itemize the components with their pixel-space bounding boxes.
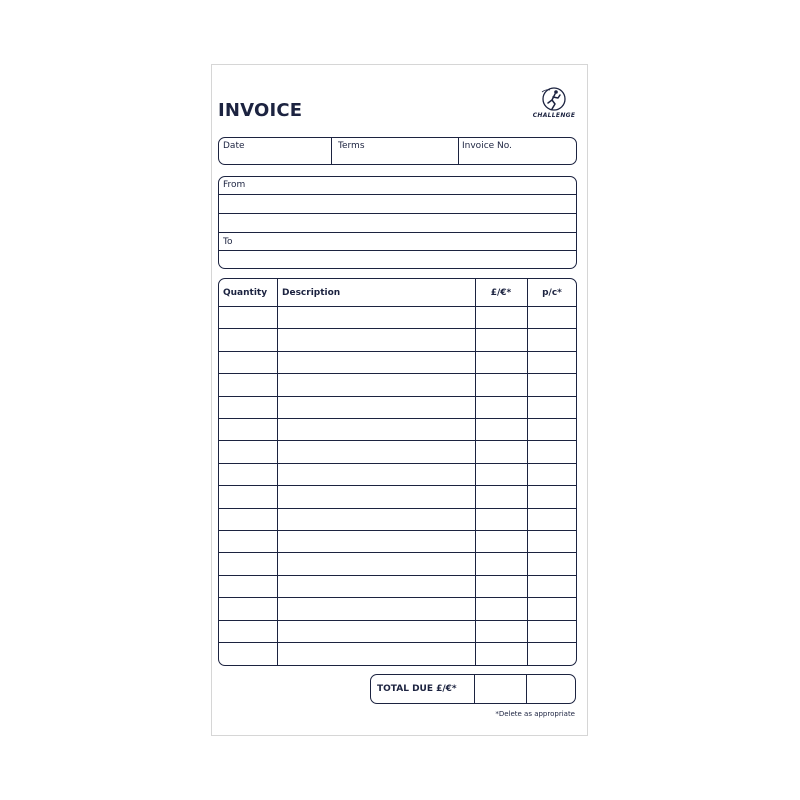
column-divider xyxy=(475,279,476,665)
quantity-header: Quantity xyxy=(223,288,268,298)
total-divider xyxy=(526,675,527,703)
address-line xyxy=(219,213,576,214)
item-row-line xyxy=(219,575,576,576)
header-divider xyxy=(331,138,332,164)
from-label: From xyxy=(223,180,246,190)
item-row-line xyxy=(219,597,576,598)
invoice-no-label: Invoice No. xyxy=(462,141,512,151)
terms-label: Terms xyxy=(338,141,365,151)
item-row-line xyxy=(219,620,576,621)
line-items-table xyxy=(218,278,577,666)
total-due-box xyxy=(370,674,576,704)
column-divider xyxy=(527,279,528,665)
item-row-line xyxy=(219,351,576,352)
brand-logo xyxy=(528,86,580,124)
address-line xyxy=(219,194,576,195)
header-divider xyxy=(458,138,459,164)
pence-header: p/c* xyxy=(542,288,562,298)
address-box xyxy=(218,176,577,269)
item-row-line xyxy=(219,328,576,329)
item-row-line xyxy=(219,485,576,486)
item-row-line xyxy=(219,306,576,307)
description-header: Description xyxy=(282,288,341,298)
pounds-header: £/€* xyxy=(490,288,512,298)
item-row-line xyxy=(219,508,576,509)
address-line xyxy=(219,250,576,251)
invoice-title: INVOICE xyxy=(218,100,303,121)
header-fields-box xyxy=(218,137,577,165)
item-row-line xyxy=(219,418,576,419)
footnote: *Delete as appropriate xyxy=(495,710,575,718)
to-label: To xyxy=(223,237,233,247)
item-row-line xyxy=(219,552,576,553)
total-due-label: TOTAL DUE £/€* xyxy=(377,684,457,694)
brand-name: CHALLENGE xyxy=(532,112,576,119)
date-label: Date xyxy=(223,141,245,151)
item-row-line xyxy=(219,642,576,643)
item-row-line xyxy=(219,396,576,397)
total-divider xyxy=(474,675,475,703)
address-line xyxy=(219,232,576,233)
item-row-line xyxy=(219,440,576,441)
column-divider xyxy=(277,279,278,665)
item-row-line xyxy=(219,373,576,374)
item-row-line xyxy=(219,463,576,464)
item-row-line xyxy=(219,530,576,531)
runner-logo-icon xyxy=(528,86,580,114)
